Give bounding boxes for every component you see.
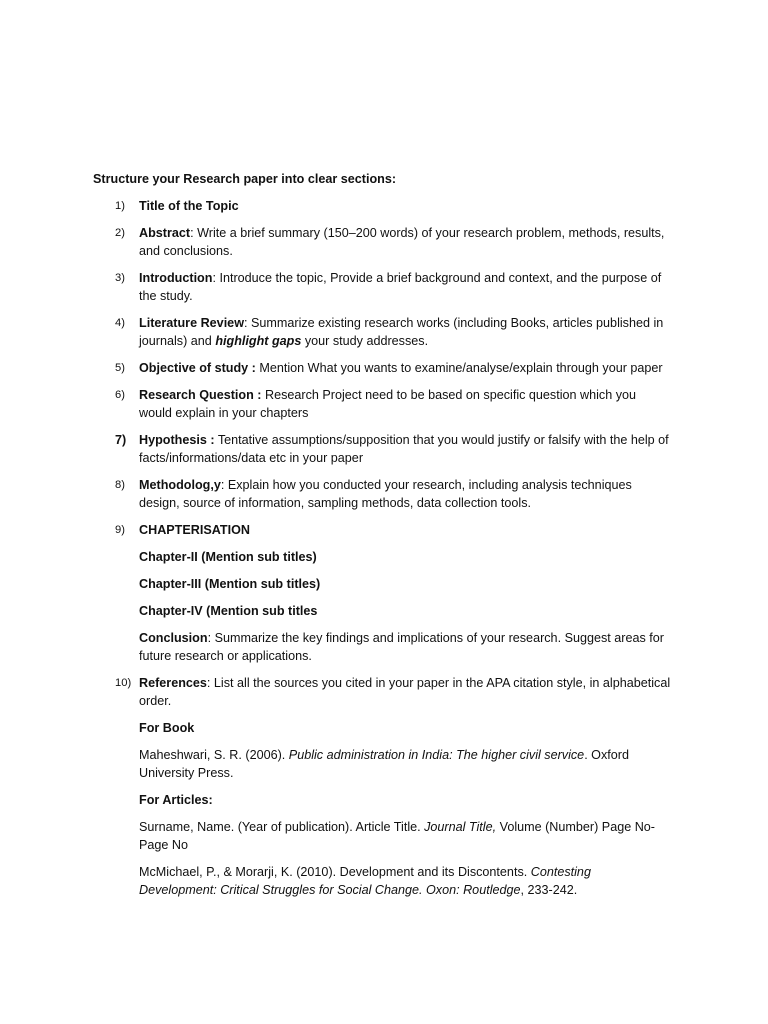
item-number: 1)	[115, 200, 125, 212]
article-ref-journal: Contesting Development: Critical Struggles for Social Change. Oxon: Routledge	[139, 865, 591, 897]
item-text: your study addresses.	[301, 334, 429, 348]
book-reference	[0, 746, 672, 782]
book-ref-author: Maheshwari, S. R. (2006).	[139, 748, 289, 762]
item-text: : Introduce the topic, Provide a brief background and context, and the purpose of the study.	[139, 271, 662, 303]
page-heading: Structure your Research paper into clear sections:	[93, 172, 397, 186]
item-number: 6)	[115, 389, 125, 401]
article-template-pre: Surname, Name. (Year of publication). Article Title.	[139, 820, 425, 834]
item-label: Literature Review	[139, 316, 244, 330]
item-number: 2)	[115, 227, 125, 239]
item-text: Research Project need to be based on specific question which you would explain in your chapters	[139, 388, 637, 420]
list-item	[0, 476, 672, 512]
list-item	[0, 674, 672, 710]
item-text: : List all the sources you cited in your paper in the APA citation style, in alphabetical order.	[139, 676, 671, 708]
item-emphasis: highlight gaps	[215, 334, 302, 348]
item-number: 10)	[115, 677, 132, 689]
article-ref-pages: , 233-242.	[520, 883, 578, 897]
list-item	[0, 431, 672, 467]
item-number: 4)	[115, 317, 125, 329]
conclusion-paragraph	[0, 629, 672, 665]
item-label: Title of the Topic	[139, 199, 239, 213]
item-label: References	[139, 676, 207, 690]
article-reference	[0, 863, 672, 899]
item-label: CHAPTERISATION	[139, 523, 251, 537]
list-item	[0, 314, 672, 350]
for-book-label: For Book	[139, 721, 195, 735]
section-list	[0, 197, 768, 908]
chapter-line: Chapter-IV (Mention sub titles	[139, 604, 318, 618]
item-label: Methodolog,y	[139, 478, 221, 492]
list-item	[0, 197, 672, 215]
chapter-line: Chapter-II (Mention sub titles)	[139, 550, 317, 564]
article-template	[0, 818, 672, 854]
item-label: Hypothesis :	[139, 433, 215, 447]
for-articles-label: For Articles:	[139, 793, 213, 807]
item-label: Abstract	[139, 226, 191, 240]
article-template-journal: Journal Title,	[424, 820, 497, 834]
chapter-line: Chapter-III (Mention sub titles)	[139, 577, 321, 591]
conclusion-label: Conclusion	[139, 631, 208, 645]
item-number: 5)	[115, 362, 125, 374]
item-number: 8)	[115, 479, 125, 491]
item-number: 9)	[115, 524, 125, 536]
book-ref-publisher: . Oxford University Press.	[139, 748, 629, 780]
item-text: : Write a brief summary (150–200 words) of your research problem, methods, results, and conclusions.	[139, 226, 665, 258]
list-item	[0, 269, 672, 305]
conclusion-text: : Summarize the key findings and implications of your research. Suggest areas for future research or applications.	[139, 631, 664, 663]
book-ref-title: Public administration in India: The higher civil service	[288, 748, 585, 762]
list-item	[0, 359, 672, 377]
item-number: 7)	[115, 433, 127, 447]
item-text: : Summarize existing research works (including Books, articles published in journals) and	[139, 316, 664, 348]
item-text: : Explain how you conducted your research, including analysis techniques design, source of information, sampling methods, data collection tools.	[139, 478, 632, 510]
list-item	[0, 224, 672, 260]
list-item	[0, 521, 672, 539]
item-label: Research Question :	[139, 388, 262, 402]
item-text: Tentative assumptions/supposition that you would justify or falsify with the help of facts/informations/data etc in your paper	[139, 433, 669, 465]
item-text: Mention What you wants to examine/analyse/explain through your paper	[255, 361, 663, 375]
list-item	[0, 386, 672, 422]
item-number: 3)	[115, 272, 125, 284]
item-label: Introduction	[139, 271, 213, 285]
article-ref-author: McMichael, P., & Morarji, K. (2010). Development and its Discontents.	[139, 865, 531, 879]
article-template-post: Volume (Number) Page No-Page No	[139, 820, 655, 852]
item-label: Objective of study :	[139, 361, 256, 375]
